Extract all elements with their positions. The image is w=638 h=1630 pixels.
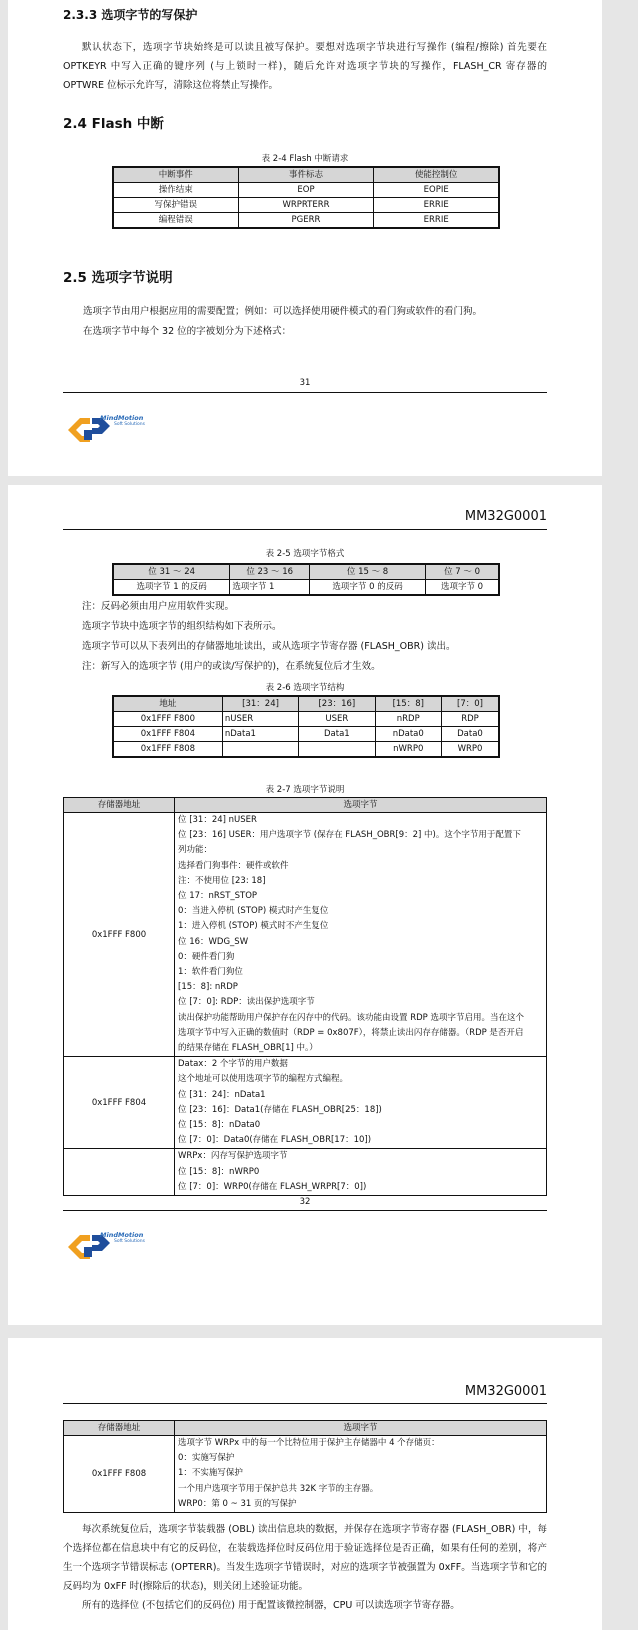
table-2-5-caption: 表 2-5 选项字节格式 bbox=[265, 549, 345, 559]
description-line: 0：实施写保护 bbox=[178, 1453, 235, 1464]
description-line: 读出保护功能帮助用户保护存在闪存中的代码。该功能由设置 RDP 选项字节启用。当在这个 bbox=[178, 1012, 524, 1023]
table-header-cell: 中断事件 bbox=[113, 167, 238, 183]
document-page-1 bbox=[8, 0, 602, 476]
table-header-cell: 位 15 ～ 8 bbox=[310, 564, 426, 580]
description-line: 位 [23：16]：Data1(存储在 FLASH_OBR[25：18]) bbox=[178, 1104, 382, 1115]
table-row bbox=[113, 183, 499, 198]
description-line: Datax：2 个字节的用户数据 bbox=[178, 1059, 288, 1070]
table-cell bbox=[299, 742, 375, 758]
table-cell: 选项字节 1 的反码 bbox=[113, 580, 230, 596]
description-line: WRPx：闪存写保护选项字节 bbox=[178, 1151, 288, 1162]
table-cell: EOP bbox=[238, 183, 374, 198]
description-line: WRP0：第 0 ~ 31 页的写保护 bbox=[178, 1498, 297, 1509]
option-loader-paragraph: 每次系统复位后，选项字节装载器 (OBL) 读出信息块的数据，并保存在选项字节寄存器 (FLASH_OBR) 中，每个选择位都在信息块中有它的反码位，在装载选择位时反码位用于验证选择位是否正确，如果有任何的差别，将产生一个选项字节错误标志 (OPTERR)。当发生选项字节错误时，对应的选项字节被强置为 0xFF。当选项字节和它的反码均为 0xFF 时(擦除后的状态)，则关闭上述验证功能。 bbox=[63, 1524, 547, 1592]
table-cell: nRDP bbox=[375, 712, 441, 727]
table-cell: 操作结束 bbox=[113, 183, 238, 198]
read-address-text: 选项字节可以从下表列出的存储器地址读出，或从选项字节寄存器 (FLASH_OBR) 读出。 bbox=[82, 641, 456, 652]
table-row bbox=[113, 580, 499, 596]
description-line: 位 [15：8]：nWRP0 bbox=[178, 1166, 260, 1177]
page-number: 31 bbox=[299, 378, 311, 388]
table-cell: WRPRTERR bbox=[238, 198, 374, 213]
address-cell: 0x1FFF F800 bbox=[64, 813, 175, 1057]
description-line: 1：不实施写保护 bbox=[178, 1468, 243, 1479]
table-row bbox=[113, 712, 499, 727]
table-row bbox=[64, 1436, 547, 1513]
section-2-4-title: 2.4 Flash 中断 bbox=[63, 116, 164, 132]
table-header-cell: [23：16] bbox=[299, 696, 375, 712]
table-cell: EOPIE bbox=[374, 183, 499, 198]
description-line: 注：不使用位 [23: 18] bbox=[178, 875, 266, 886]
table-cell: 选项字节 0 的反码 bbox=[310, 580, 426, 596]
document-page-3 bbox=[8, 1338, 602, 1630]
description-line: 选项字节中写入正确的数值时（RDP = 0x807F），将禁止读出闪存存储器。（RDP 是否开启 bbox=[178, 1027, 524, 1038]
description-line: 一个用户选项字节用于保护总共 32K 字节的主存器。 bbox=[178, 1483, 379, 1494]
table-header-cell: 存储器地址 bbox=[64, 1421, 175, 1436]
description-line: 位 17：nRST_STOP bbox=[178, 891, 258, 902]
table-header-row bbox=[113, 564, 499, 580]
description-cell bbox=[175, 1057, 547, 1149]
option-byte-format-table bbox=[112, 563, 500, 596]
table-header-row bbox=[113, 696, 499, 712]
header-divider bbox=[63, 1403, 547, 1404]
footer-divider bbox=[63, 1210, 547, 1211]
description-line: 位 [15：8]：nData0 bbox=[178, 1120, 261, 1131]
description-line: [15：8]: nRDP bbox=[178, 982, 238, 993]
option-byte-structure-table bbox=[112, 695, 500, 758]
table-2-4-caption: 表 2-4 Flash 中断请求 bbox=[261, 154, 349, 164]
table-cell: Data1 bbox=[299, 727, 375, 742]
section-2-3-3-paragraph: 默认状态下，选项字节块始终是可以读且被写保护。要想对选项字节块进行写操作 (编程/擦除) 首先要在 OPTKEYR 中写入正确的键序列 (与上锁时一样)，随后允许对选项字节块的写操作，FLASH_CR 寄存器的 OPTWRE 位标示允许写，清除这位将禁止写操作。 bbox=[63, 42, 547, 91]
description-line: 0：硬件看门狗 bbox=[178, 951, 235, 962]
description-line: 位 16：WDG_SW bbox=[178, 936, 249, 947]
section-2-5-title: 2.5 选项字节说明 bbox=[63, 270, 173, 286]
mindmotion-logo bbox=[66, 1227, 146, 1263]
table-cell: 写保护错误 bbox=[113, 198, 238, 213]
section-2-3-3-title: 2.3.3 选项字节的写保护 bbox=[63, 8, 198, 22]
table-row bbox=[64, 813, 547, 1057]
table-cell: PGERR bbox=[238, 213, 374, 229]
table-header-cell: 选项字节 bbox=[175, 1421, 547, 1436]
table-cell: USER bbox=[299, 712, 375, 727]
table-cell bbox=[222, 742, 298, 758]
table-cell: RDP bbox=[441, 712, 499, 727]
description-cell bbox=[175, 813, 547, 1057]
description-line: 的结果存储在 FLASH_OBR[1] 中。） bbox=[178, 1043, 318, 1054]
logo-tagline: Soft Solutions bbox=[114, 1239, 145, 1244]
document-id-header: MM32G0001 bbox=[464, 1384, 547, 1399]
organization-text: 选项字节块中选项字节的组织结构如下表所示。 bbox=[82, 621, 282, 632]
header-divider bbox=[63, 529, 547, 530]
table-row bbox=[113, 727, 499, 742]
table-header-cell: 存储器地址 bbox=[64, 798, 175, 813]
logo-name: MindMotion bbox=[100, 414, 144, 422]
description-line: 1：进入停机 (STOP) 模式时不产生复位 bbox=[178, 921, 329, 932]
address-cell: 0x1FFF F804 bbox=[64, 1057, 175, 1149]
table-cell: 0x1FFF F800 bbox=[113, 712, 222, 727]
description-line: 位 [7：0]: RDP：读出保护选项字节 bbox=[178, 997, 315, 1008]
mindmotion-logo bbox=[66, 410, 146, 446]
table-row bbox=[113, 198, 499, 213]
table-cell: nWRP0 bbox=[375, 742, 441, 758]
table-cell: WRP0 bbox=[441, 742, 499, 758]
table-header-cell: 地址 bbox=[113, 696, 222, 712]
section-2-5-paragraph-1: 选项字节由用户根据应用的需要配置；例如：可以选择使用硬件模式的看门狗或软件的看门狗。 bbox=[83, 306, 483, 317]
description-line: 选择看门狗事件：硬件或软件 bbox=[178, 860, 289, 871]
table-cell: 0x1FFF F804 bbox=[113, 727, 222, 742]
table-row bbox=[64, 1149, 547, 1196]
table-header-cell: [31：24] bbox=[222, 696, 298, 712]
table-header-cell: 选项字节 bbox=[175, 798, 547, 813]
description-line: 位 [7：0]：Data0(存储在 FLASH_OBR[17：10]) bbox=[178, 1135, 372, 1146]
description-line: 1：软件看门狗位 bbox=[178, 967, 243, 978]
table-header-cell: 位 31 ～ 24 bbox=[113, 564, 230, 580]
note-complement: 注：反码必须由用户应用软件实现。 bbox=[82, 601, 235, 612]
option-byte-description-table bbox=[63, 797, 547, 1196]
section-2-5-paragraph-2: 在选项字节中每个 32 位的字被划分为下述格式： bbox=[83, 326, 292, 337]
table-header-row bbox=[113, 167, 499, 183]
address-cell bbox=[64, 1149, 175, 1196]
table-2-7-caption: 表 2-7 选项字节说明 bbox=[265, 785, 345, 795]
table-header-row bbox=[64, 798, 547, 813]
table-cell: 编程错误 bbox=[113, 213, 238, 229]
table-header-cell: 位 23 ～ 16 bbox=[230, 564, 310, 580]
table-cell: nData1 bbox=[222, 727, 298, 742]
table-header-cell: 位 7 ～ 0 bbox=[426, 564, 499, 580]
flash-interrupt-table bbox=[112, 166, 500, 229]
description-cell bbox=[175, 1436, 547, 1513]
document-page-2 bbox=[8, 485, 602, 1325]
table-header-row bbox=[64, 1421, 547, 1436]
table-cell: ERRIE bbox=[374, 198, 499, 213]
note-reset-effect: 注：新写入的选项字节 (用户的或读/写保护的)，在系统复位后才生效。 bbox=[82, 661, 381, 672]
description-line: 位 [31：24] nUSER bbox=[178, 815, 257, 825]
table-cell: ERRIE bbox=[374, 213, 499, 229]
option-config-paragraph: 所有的选择位 (不包括它们的反码位) 用于配置该微控制器，CPU 可以读选项字节寄存器。 bbox=[82, 1600, 460, 1611]
description-line: 0：当进入停机 (STOP) 模式时产生复位 bbox=[178, 906, 329, 917]
logo-name: MindMotion bbox=[100, 1231, 144, 1239]
address-cell: 0x1FFF F808 bbox=[64, 1436, 175, 1513]
table-row bbox=[113, 213, 499, 229]
logo-tagline: Soft Solutions bbox=[114, 422, 145, 427]
table-cell: nData0 bbox=[375, 727, 441, 742]
description-cell bbox=[175, 1149, 547, 1196]
description-line: 选项字节 WRPx 中的每一个比特位用于保护主存储器中 4 个存储页： bbox=[178, 1438, 440, 1448]
description-line: 列功能： bbox=[178, 845, 213, 856]
table-cell: 0x1FFF F808 bbox=[113, 742, 222, 758]
description-line: 位 [7：0]：WRP0(存储在 FLASH_WRPR[7：0]) bbox=[178, 1181, 367, 1192]
document-id-header: MM32G0001 bbox=[464, 509, 547, 524]
description-line: 这个地址可以使用选项字节的编程方式编程。 bbox=[178, 1074, 349, 1085]
table-header-cell: 使能控制位 bbox=[374, 167, 499, 183]
description-line: 位 [23：16] USER：用户选项字节 (保存在 FLASH_OBR[9：2] 中)。这个字节用于配置下 bbox=[178, 830, 521, 841]
table-header-cell: 事件标志 bbox=[238, 167, 374, 183]
description-line: 位 [31：24]：nData1 bbox=[178, 1089, 266, 1100]
table-cell: 选项字节 0 bbox=[426, 580, 499, 596]
table-cell: nUSER bbox=[222, 712, 298, 727]
table-2-6-caption: 表 2-6 选项字节结构 bbox=[265, 683, 345, 693]
table-header-cell: [15：8] bbox=[375, 696, 441, 712]
footer-divider bbox=[63, 392, 547, 393]
option-byte-description-table-continued bbox=[63, 1420, 547, 1513]
table-cell: 选项字节 1 bbox=[230, 580, 310, 596]
table-row bbox=[64, 1057, 547, 1149]
page-number: 32 bbox=[299, 1197, 311, 1207]
table-row bbox=[113, 742, 499, 758]
table-cell: Data0 bbox=[441, 727, 499, 742]
table-header-cell: [7：0] bbox=[441, 696, 499, 712]
